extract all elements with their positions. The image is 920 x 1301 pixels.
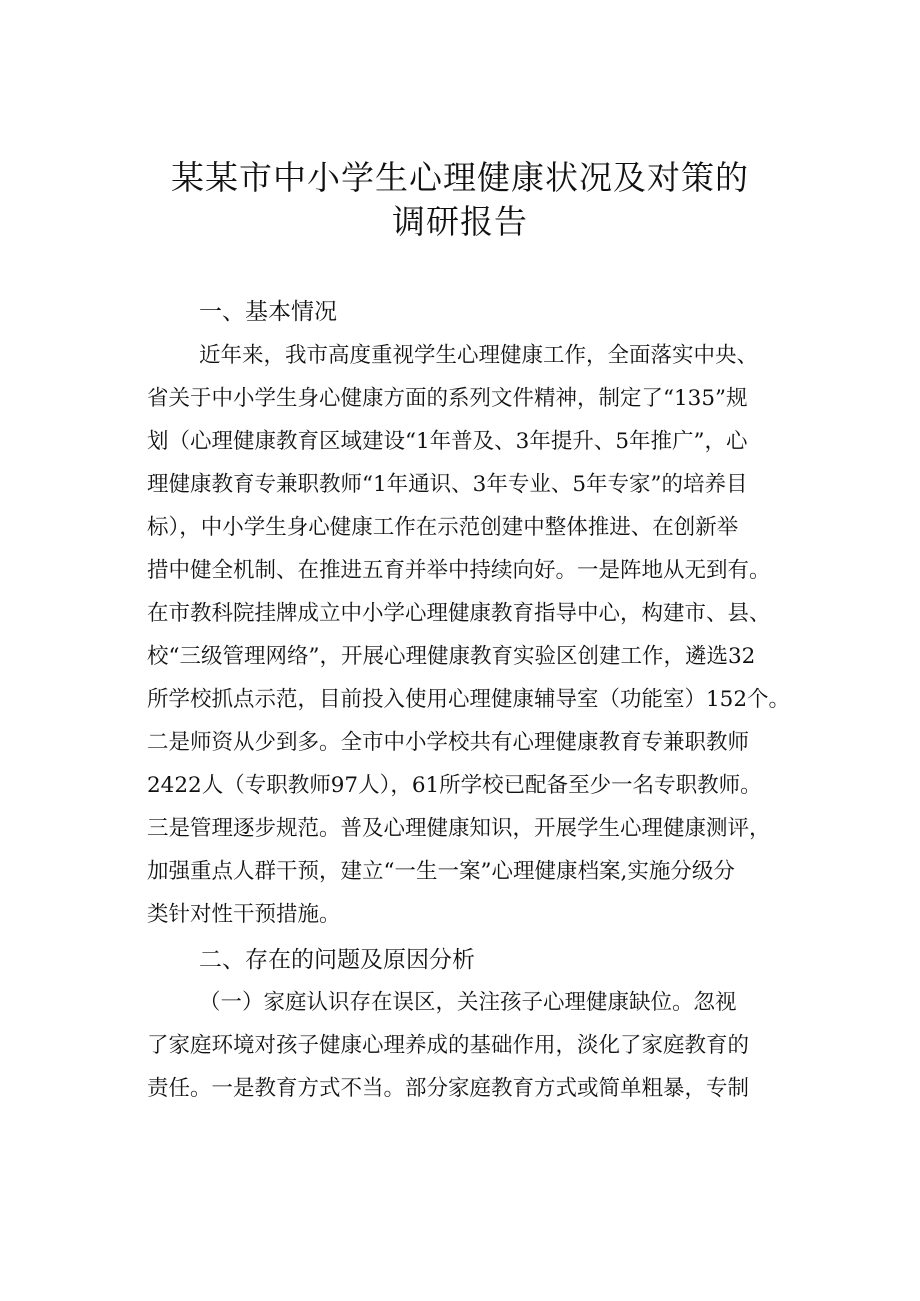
section1-paragraph-line: 在市教科院挂牌成立中小学心理健康教育指导中心，构建市、县、 [147, 601, 771, 626]
section1-paragraph-line: 三是管理逐步规范。普及心理健康知识，开展学生心理健康测评， [147, 816, 771, 841]
section1-paragraph-line: 理健康教育专兼职教师“1年通识、3年专业、5年专家”的培养目 [147, 472, 748, 497]
section1-paragraph-line: 措中健全机制、在推进五育并举中持续向好。一是阵地从无到有。 [147, 558, 771, 583]
section1-paragraph-line: 省关于中小学生身心健康方面的系列文件精神，制定了“135”规 [147, 386, 748, 411]
section1-paragraph-line: 近年来，我市高度重视学生心理健康工作，全面落实中央、 [199, 343, 759, 368]
section1-paragraph-line: 二是师资从少到多。全市中小学校共有心理健康教育专兼职教师 [147, 730, 750, 755]
section1-paragraph-line: 加强重点人群干预，建立“一生一案”心理健康档案,实施分级分 [147, 859, 735, 884]
section2-paragraph-line: 了家庭环境对孩子健康心理养成的基础作用，淡化了家庭教育的 [147, 1033, 750, 1058]
section2-paragraph-line: （一）家庭认识存在误区，关注孩子心理健康缺位。忽视 [199, 990, 737, 1015]
document-title-line2: 调研报告 [392, 202, 528, 241]
section1-paragraph-line: 所学校抓点示范，目前投入使用心理健康辅导室（功能室）152个。 [147, 687, 791, 712]
section2-heading: 二、存在的问题及原因分析 [199, 947, 475, 973]
section1-paragraph-line: 2422人（专职教师97人），61所学校已配备至少一名专职教师。 [147, 773, 762, 798]
section1-heading: 一、基本情况 [199, 299, 337, 325]
document-title-line1: 某某市中小学生心理健康状况及对策的 [171, 158, 749, 197]
section1-paragraph-line: 校“三级管理网络”，开展心理健康教育实验区创建工作，遴选32 [147, 644, 756, 669]
section1-paragraph-line: 标），中小学生身心健康工作在示范创建中整体推进、在创新举 [147, 515, 739, 540]
section2-paragraph-line: 责任。一是教育方式不当。部分家庭教育方式或简单粗暴，专制 [147, 1076, 750, 1101]
section1-paragraph-line: 划（心理健康教育区域建设“1年普及、3年提升、5年推广”，心 [147, 429, 748, 454]
section1-paragraph-line: 类针对性干预措施。 [147, 902, 341, 927]
